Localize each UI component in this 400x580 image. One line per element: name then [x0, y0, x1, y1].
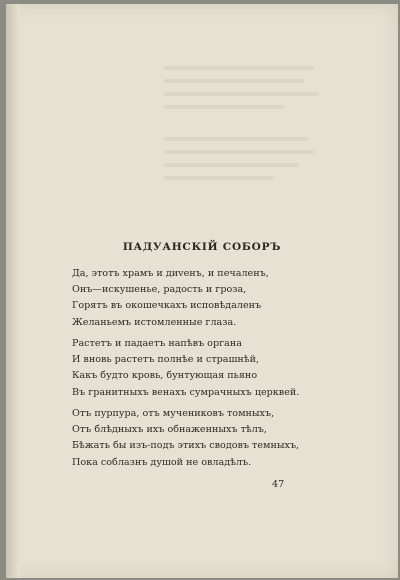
page-gutter — [6, 4, 20, 578]
page-number: 47 — [272, 479, 285, 490]
poem-line: Пока соблазнъ душой не овладѣлъ. — [72, 456, 252, 468]
poem-line: Бѣжать бы изъ-подъ этихъ сводовъ темныхъ, — [72, 440, 300, 452]
poem-line: Въ гранитныхъ венахъ сумрачныхъ церквей. — [72, 386, 300, 398]
book-page — [6, 4, 398, 578]
poem-line: Да, этотъ храмъ и диvенъ, и печаленъ, — [72, 268, 269, 279]
poem-line: Горятъ въ окошечкахъ исповѣдаленъ — [72, 300, 262, 312]
poem-line: Желаньемъ истомленные глаза. — [72, 316, 237, 328]
stanza-1 — [72, 266, 269, 331]
poem-line: Растетъ и падаетъ напѣвъ органа — [72, 338, 242, 349]
stanza-3 — [72, 406, 299, 471]
poem-line: Отъ пурпура, отъ мучениковъ томныхъ, — [72, 408, 275, 419]
poem-line: Онъ—искушенье, радость и гроза, — [72, 284, 247, 296]
bleed-through-text — [164, 66, 334, 196]
stanza-2 — [72, 336, 299, 401]
poem-line: И вновь растетъ полнѣе и страшнѣй, — [72, 354, 260, 366]
poem-line: Отъ блѣдныхъ ихъ обнаженныхъ тѣлъ, — [72, 424, 267, 436]
poem-title: ПАДУАНСКIЙ СОБОРЪ — [122, 241, 282, 253]
poem-line: Какъ будто кровь, бунтующая пьяно — [72, 370, 258, 382]
